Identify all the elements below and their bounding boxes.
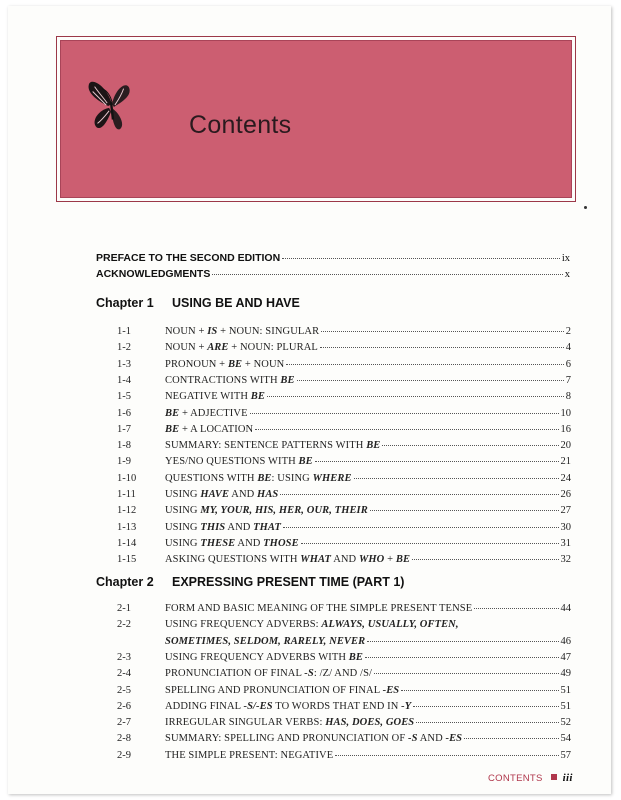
entry-page: 27 [560, 505, 571, 517]
entry-number: 1-11 [117, 489, 136, 500]
entry-title [165, 391, 265, 402]
dot-leader [282, 258, 560, 259]
entry-title: ACKNOWLEDGMENTS [96, 268, 211, 280]
entry-line [165, 603, 571, 614]
dot-leader [374, 673, 558, 674]
entry-text-run: AND [225, 521, 254, 533]
entry-text-run: SUMMARY: SPELLING AND PRONUNCIATION OF [165, 733, 409, 745]
entry-line [165, 342, 571, 353]
entry-title [165, 408, 248, 419]
entry-number: 1-4 [117, 374, 131, 386]
decorative-dot [584, 206, 587, 209]
entry-page: 51 [560, 700, 571, 712]
emphasis-text: ARE [207, 342, 229, 354]
emphasis-text: HAS [257, 489, 279, 500]
dot-leader [335, 755, 558, 756]
entry-page: 30 [560, 521, 571, 533]
toc-entry[interactable] [117, 391, 571, 407]
entry-line [165, 326, 571, 337]
entry-text-run: : /Z/ AND /S/ [313, 668, 373, 680]
entry-page: 31 [560, 537, 571, 549]
entry-number: 1-15 [117, 554, 137, 566]
entry-number: 2-9 [117, 749, 131, 761]
chapter-heading[interactable] [96, 575, 404, 589]
dot-leader [382, 445, 558, 446]
entry-text-run: USING [172, 296, 216, 310]
entry-number: 1-14 [117, 537, 137, 549]
dot-leader [212, 274, 562, 275]
entry-number: 1-7 [117, 423, 131, 435]
toc-entry[interactable] [117, 619, 571, 652]
entry-page: 47 [560, 651, 571, 663]
entry-page: 16 [560, 423, 571, 435]
emphasis-text: BE [366, 440, 381, 452]
entry-page: 46 [560, 635, 571, 647]
emphasis-text: WHO [358, 554, 385, 566]
toc-entry[interactable] [117, 685, 571, 701]
entry-page: 7 [565, 374, 571, 386]
emphasis-text: BE [395, 554, 411, 566]
chapter-number: Chapter 2 [96, 575, 154, 589]
entry-title [165, 701, 411, 712]
dot-leader [354, 478, 559, 479]
entry-title [165, 456, 313, 467]
toc-entry[interactable] [117, 750, 571, 766]
entry-text-run: USING FREQUENCY ADVERBS WITH [165, 651, 349, 663]
emphasis-text: BE [227, 358, 243, 370]
emphasis-text: WHERE [312, 472, 352, 484]
emphasis-text: BE [165, 423, 180, 435]
emphasis-text: ALWAYS, USUALLY, OFTEN, [321, 619, 459, 631]
dot-leader [320, 347, 564, 348]
entry-text-run: + [384, 554, 396, 566]
entry-text-run: + NOUN: SINGULAR [217, 326, 320, 337]
entry-text-run: QUESTIONS WITH [165, 472, 258, 484]
entry-title [165, 538, 299, 549]
entry-number: 2-6 [117, 700, 131, 712]
entry-title [165, 326, 319, 337]
entry-title [165, 603, 472, 614]
toc-front-entry[interactable] [96, 252, 570, 264]
entry-number: 2-1 [117, 603, 131, 614]
entry-text-run: AND [232, 296, 267, 310]
emphasis-text: SOMETIMES, SELDOM, RARELY, NEVER [165, 635, 366, 647]
emphasis-text: BE [280, 374, 295, 386]
entry-number: 1-10 [117, 472, 137, 484]
dot-leader [321, 331, 564, 332]
toc-entry[interactable] [117, 424, 571, 440]
entry-page: 2 [565, 326, 571, 337]
entry-text-run: NEGATIVE WITH [165, 391, 251, 403]
entry-text-run: AND [331, 554, 359, 566]
entry-line [165, 375, 571, 386]
entry-text-run: SPELLING AND PRONUNCIATION OF FINAL [165, 684, 383, 696]
toc-entry[interactable] [117, 652, 571, 668]
entry-number: 2-2 [117, 619, 131, 631]
entry-number: 1-3 [117, 358, 131, 370]
entry-line [165, 359, 571, 370]
entry-text-run: USING [165, 537, 201, 549]
entry-page: 26 [560, 489, 571, 500]
entry-line [165, 473, 571, 484]
entry-page: 49 [560, 668, 571, 680]
toc-entry[interactable] [117, 489, 571, 505]
entry-text-run: USING [165, 505, 201, 517]
toc-entry[interactable] [117, 505, 571, 521]
entry-number: 1-6 [117, 407, 131, 419]
entry-number: 1-2 [117, 342, 131, 354]
dot-leader [416, 722, 558, 723]
dot-leader [286, 364, 563, 365]
emphasis-text: MY, YOUR, HIS, HER, OUR, THEIR [200, 505, 368, 517]
entry-title [165, 489, 278, 500]
entry-number: 2-8 [117, 733, 131, 745]
emphasis-text: -ES [382, 684, 400, 696]
dot-leader [412, 559, 558, 560]
entry-text-run: USING FREQUENCY ADVERBS: [165, 619, 322, 631]
dot-leader [370, 510, 559, 511]
emphasis-text: HAS, DOES, GOES [325, 717, 415, 729]
entry-line [165, 668, 571, 679]
dot-leader [297, 380, 564, 381]
chapter-number: Chapter 1 [96, 296, 154, 310]
entry-text-run: USING [165, 489, 201, 500]
entry-text-run: + NOUN: PLURAL [228, 342, 318, 354]
entry-number: 1-13 [117, 521, 137, 533]
entry-text-run: EXPRESSING PRESENT TIME (PART 1) [172, 575, 405, 589]
entry-title [165, 473, 352, 484]
emphasis-text: -ES [445, 733, 463, 745]
entry-number: 1-12 [117, 505, 137, 517]
emphasis-text: -S [304, 668, 314, 680]
page-number: iii [562, 772, 573, 784]
entry-title [165, 342, 318, 353]
dot-leader [464, 738, 558, 739]
entry-line [165, 489, 571, 500]
entry-text-run: + ADJECTIVE [179, 407, 248, 419]
entry-text-run: NOUN + [165, 342, 208, 354]
entry-line [165, 440, 571, 451]
emphasis-text: BE [298, 456, 313, 468]
dot-leader [365, 657, 559, 658]
toc-front-entry[interactable] [96, 268, 570, 280]
entry-title [165, 440, 380, 451]
emphasis-text: HAVE [200, 489, 230, 500]
entry-text-run: ASKING QUESTIONS WITH [165, 554, 301, 566]
entry-title [165, 636, 365, 647]
entry-number: 2-3 [117, 651, 131, 663]
entry-text-run: AND [235, 537, 264, 549]
entry-text-run: IRREGULAR SINGULAR VERBS: [165, 717, 326, 729]
entry-page: 4 [565, 342, 571, 354]
entry-page: 8 [565, 391, 571, 403]
entry-page: x [564, 269, 570, 280]
emphasis-text: -Y [401, 700, 412, 712]
toc-entry[interactable] [117, 701, 571, 717]
entry-title [165, 375, 295, 386]
entry-title [165, 668, 372, 679]
entry-text-run: AND [417, 733, 446, 745]
entry-title [165, 733, 462, 744]
toc-entry[interactable] [117, 522, 571, 538]
dot-leader [280, 494, 558, 495]
entry-line [165, 408, 571, 419]
entry-title [165, 717, 414, 728]
toc-entry[interactable] [117, 375, 571, 391]
entry-line [165, 685, 571, 696]
toc-entry[interactable] [117, 554, 571, 570]
emphasis-text: -S [408, 733, 418, 745]
toc-entry[interactable] [117, 456, 571, 472]
entry-line [165, 733, 571, 744]
entry-title [165, 685, 399, 696]
entry-text-run: SUMMARY: SENTENCE PATTERNS WITH [165, 440, 367, 452]
entry-line [165, 538, 571, 549]
butterfly-icon [83, 75, 141, 137]
entry-text-run: YES/NO QUESTIONS WITH [165, 456, 299, 468]
banner-panel [60, 40, 572, 198]
emphasis-text: HAVE [266, 296, 300, 310]
dot-leader [401, 690, 558, 691]
entry-page: 20 [560, 440, 571, 452]
toc-entry[interactable] [117, 359, 571, 375]
entry-page: 44 [560, 603, 571, 614]
entry-text-run: ADDING FINAL [165, 700, 244, 712]
entry-line [165, 701, 571, 712]
entry-number: 2-4 [117, 668, 131, 680]
entry-page: 52 [560, 717, 571, 729]
toc-entry[interactable] [117, 440, 571, 456]
emphasis-text: THAT [253, 521, 281, 533]
entry-title [165, 554, 410, 565]
entry-line [165, 750, 571, 761]
entry-title [165, 505, 368, 516]
page-footer [488, 772, 573, 784]
entry-text-run: AND [229, 489, 258, 500]
emphasis-text: IS [207, 326, 218, 337]
page-title: Contents [189, 111, 292, 139]
entry-number: 1-8 [117, 440, 131, 452]
entry-page: 54 [560, 733, 571, 745]
entry-page: 6 [565, 358, 571, 370]
toc-entry[interactable] [117, 408, 571, 424]
entry-number: 2-7 [117, 717, 131, 729]
entry-title [165, 359, 284, 370]
entry-text-run: THE SIMPLE PRESENT: NEGATIVE [165, 749, 334, 761]
entry-text-run: + NOUN [242, 358, 285, 370]
footer-label: CONTENTS [488, 773, 543, 784]
entry-text-run: + A LOCATION [179, 423, 254, 435]
contents-banner [56, 36, 576, 202]
toc-entry[interactable] [117, 717, 571, 733]
emphasis-text: BE [165, 407, 180, 419]
emphasis-text: THOSE [263, 537, 299, 549]
emphasis-text: BE [250, 391, 265, 403]
entry-title: PREFACE TO THE SECOND EDITION [96, 252, 281, 264]
entry-title [165, 619, 459, 630]
entry-line [165, 554, 571, 565]
entry-number: 1-5 [117, 391, 131, 403]
dot-leader [267, 396, 564, 397]
entry-text-run: USING [165, 521, 201, 533]
emphasis-text: BE [257, 472, 272, 484]
entry-number: 2-5 [117, 684, 131, 696]
entry-text-run: : USING [271, 472, 313, 484]
emphasis-text: WHAT [300, 554, 332, 566]
entry-line [165, 636, 571, 647]
entry-text-run: TO WORDS THAT END IN [272, 700, 402, 712]
toc-entry[interactable] [117, 603, 571, 619]
emphasis-text: BE [215, 296, 233, 310]
chapter-title [172, 296, 300, 310]
entry-page: ix [561, 253, 570, 264]
entry-line [165, 717, 571, 728]
entry-title [165, 522, 281, 533]
entry-page: 24 [560, 472, 571, 484]
entry-line [165, 505, 571, 516]
entry-line [165, 522, 571, 533]
entry-title [165, 424, 253, 435]
entry-page: 10 [560, 407, 571, 419]
emphasis-text: THIS [200, 521, 226, 533]
emphasis-text: BE [348, 651, 363, 663]
toc-entry[interactable] [117, 668, 571, 684]
toc-entry[interactable] [117, 342, 571, 358]
dot-leader [250, 413, 559, 414]
entry-page: 57 [560, 749, 571, 761]
emphasis-text: -S/-ES [243, 700, 273, 712]
toc-entry[interactable] [117, 473, 571, 489]
dot-leader [367, 641, 558, 642]
entry-text-run: NOUN + [165, 326, 208, 337]
entry-text-run: FORM AND BASIC MEANING OF THE SIMPLE PRESENT TENSE [165, 603, 473, 614]
dot-leader [283, 527, 559, 528]
entry-line [165, 456, 571, 467]
entry-text-run: CONTRACTIONS WITH [165, 374, 281, 386]
toc-entry[interactable] [117, 733, 571, 749]
entry-text-run: PRONOUN + [165, 358, 228, 370]
chapter-heading[interactable] [96, 296, 300, 310]
entry-page: 51 [560, 684, 571, 696]
emphasis-text: THESE [200, 537, 236, 549]
entry-line [165, 391, 571, 402]
entry-title [165, 652, 363, 663]
entry-number: 1-9 [117, 456, 131, 468]
entry-page: 21 [560, 456, 571, 468]
dot-leader [413, 706, 558, 707]
dot-leader [315, 461, 559, 462]
chapter-title [172, 575, 404, 589]
dot-leader [255, 429, 558, 430]
dot-leader [301, 543, 559, 544]
entry-line [165, 424, 571, 435]
dot-leader [474, 608, 558, 609]
square-icon [551, 774, 557, 780]
entry-title [165, 750, 333, 761]
entry-page: 32 [560, 554, 571, 566]
entry-line [165, 652, 571, 663]
entry-number: 1-1 [117, 326, 131, 337]
toc-entry[interactable] [117, 326, 571, 342]
toc-entry[interactable] [117, 538, 571, 554]
entry-line [165, 619, 571, 630]
entry-text-run: PRONUNCIATION OF FINAL [165, 668, 305, 680]
